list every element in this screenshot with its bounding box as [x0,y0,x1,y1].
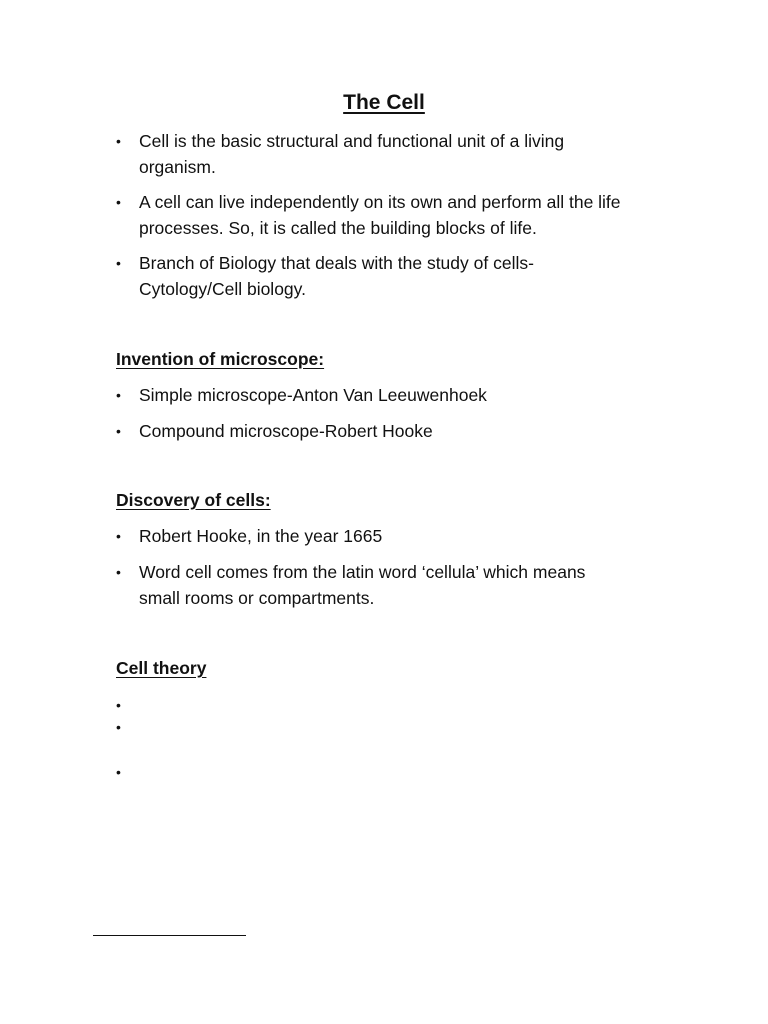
section-heading-cell-theory: Cell theory [116,658,207,678]
section-heading-microscope: Invention of microscope: [116,349,325,369]
footnote-separator [93,935,246,936]
bullet-icon: • [116,387,121,403]
list-item [116,418,676,444]
bullet-icon: • [116,194,121,210]
section-heading-discovery: Discovery of cells: [116,490,271,510]
bullet-icon: • [116,423,121,439]
list-item-text: Robert Hooke, in the year 1665 [139,526,383,546]
list-item [116,382,676,408]
list-item-text: Simple microscope-Anton Van Leeuwenhoek [139,385,487,405]
list-item [116,128,676,180]
bullet-icon: • [116,764,121,780]
list-item-text: Word cell comes from the latin word ‘cellula’ which means small rooms or compartments. [139,562,586,608]
list-item [116,559,676,611]
page-title: The Cell [343,91,425,114]
list-item-text: Cell is the basic structural and functional unit of a living organism. [139,131,565,177]
list-item [116,523,676,549]
bullet-icon: • [116,528,121,544]
list-item-text: Branch of Biology that deals with the study of cells- Cytology/Cell biology. [139,253,534,299]
bullet-icon: • [116,564,121,580]
bullet-icon: • [116,697,121,713]
bullet-icon: • [116,255,121,271]
list-item-text: Compound microscope-Robert Hooke [139,421,433,441]
list-item [116,250,676,302]
bullet-icon: • [116,133,121,149]
list-item [116,189,676,241]
bullet-icon: • [116,719,121,735]
list-item-text: A cell can live independently on its own and perform all the life processes. So, it is called the building blocks of life. [139,192,621,238]
